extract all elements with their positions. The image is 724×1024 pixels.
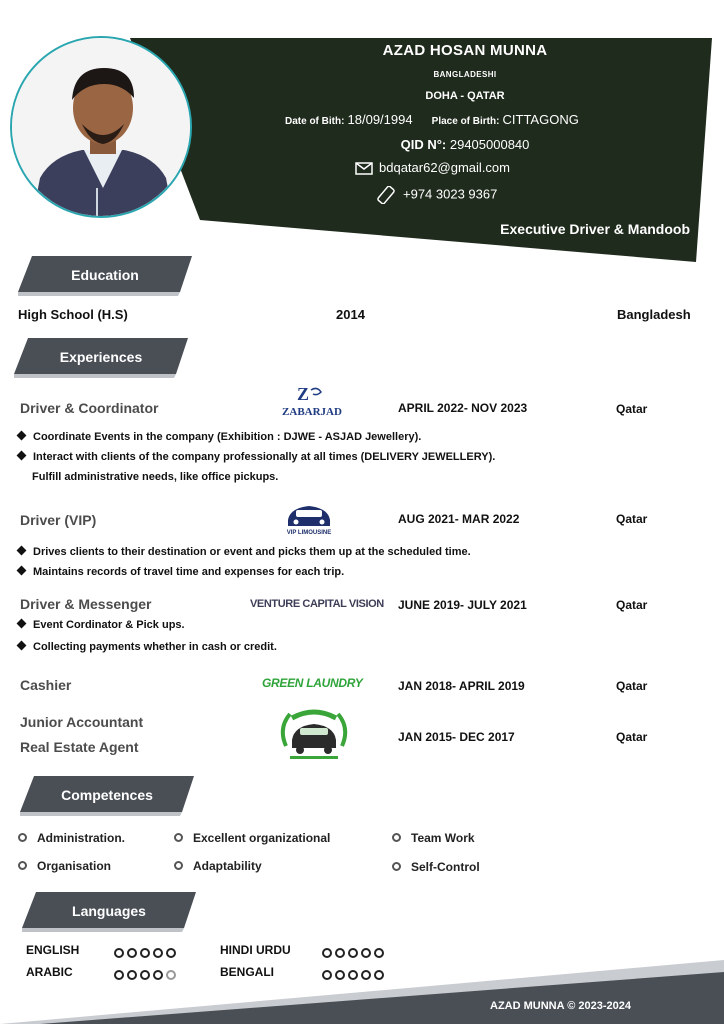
level-dot	[322, 948, 332, 958]
job-country: Qatar	[616, 679, 648, 693]
zabarjad-logo	[275, 384, 349, 420]
education-heading: Education	[71, 267, 139, 283]
job-bullet: Maintains records of travel time and expenses for each trip.	[18, 566, 344, 578]
job-title: Cashier	[20, 677, 72, 693]
level-dot	[140, 948, 150, 958]
level-dot	[127, 948, 137, 958]
level-dot	[335, 948, 345, 958]
email-row	[355, 160, 510, 175]
languages-tab	[22, 892, 196, 932]
dob-label: Date of Bith:	[285, 116, 345, 127]
experiences-tab	[14, 338, 188, 378]
email-link[interactable]: bdqatar62@gmail.com	[379, 160, 510, 175]
zabarjad-logo-text: ZABARJAD	[282, 406, 342, 418]
venture-capital-vision-logo: VENTURE CAPITAL VISION	[250, 598, 384, 610]
level-dot	[374, 948, 384, 958]
svg-text:Z: Z	[297, 384, 310, 404]
job-bullet: Collecting payments whether in cash or credit.	[18, 641, 277, 653]
competences-tab	[20, 776, 194, 816]
job-country: Qatar	[616, 598, 648, 612]
job-bullet: Fulfill administrative needs, like office pickups.	[32, 471, 279, 483]
job-country: Qatar	[616, 402, 648, 416]
phone-icon	[375, 186, 397, 204]
profile-photo	[10, 36, 192, 218]
level-dot	[166, 948, 176, 958]
competence-item: Administration.	[18, 831, 125, 845]
footer-copyright: AZAD MUNNA © 2023-2024	[490, 1000, 631, 1012]
pob-value: CITTAGONG	[502, 112, 579, 127]
language-name: BENGALI	[220, 965, 274, 979]
job-period: JAN 2018- APRIL 2019	[398, 679, 525, 693]
vip-logo-text: VIP LIMOUSINE	[286, 530, 332, 536]
pob-label: Place of Birth:	[431, 116, 500, 127]
education-degree: High School (H.S)	[18, 307, 128, 322]
job-country: Qatar	[616, 730, 648, 744]
education-country: Bangladesh	[617, 307, 691, 322]
competence-item: Team Work	[392, 831, 475, 845]
education-tab	[18, 256, 192, 296]
job-country: Qatar	[616, 512, 648, 526]
phone-row	[375, 186, 497, 204]
languages-heading: Languages	[72, 903, 146, 919]
job-bullet: Event Cordinator & Pick ups.	[18, 619, 185, 631]
job-title-banner: Executive Driver & Mandoob	[500, 221, 690, 237]
candidate-name: AZAD HOSAN MUNNA	[382, 42, 548, 59]
dob-value: 18/09/1994	[347, 112, 413, 127]
job-title: Driver & Messenger	[20, 596, 152, 612]
nationality: BANGLADESHI	[433, 70, 497, 79]
job-period: JUNE 2019- JULY 2021	[398, 598, 527, 612]
birth-info	[285, 112, 595, 127]
competence-item: Organisation	[18, 859, 111, 873]
phone-number[interactable]: +974 3023 9367	[403, 186, 498, 202]
job-period: JAN 2015- DEC 2017	[398, 730, 515, 744]
job-period: AUG 2021- MAR 2022	[398, 512, 520, 526]
language-name: ARABIC	[26, 965, 73, 979]
job-bullet: Interact with clients of the company professionally at all times (DELIVERY JEWELLERY).	[18, 451, 495, 463]
competence-item: Self-Control	[392, 860, 480, 874]
job-bullet: Coordinate Events in the company (Exhibition : DJWE - ASJAD Jewellery).	[18, 431, 421, 443]
level-dot	[153, 948, 163, 958]
education-year: 2014	[336, 307, 365, 322]
level-dot	[114, 948, 124, 958]
language-name: ENGLISH	[26, 943, 80, 957]
job-title-secondary: Real Estate Agent	[20, 739, 139, 755]
job-title: Driver & Coordinator	[20, 400, 159, 416]
language-name: HINDI URDU	[220, 943, 291, 957]
experiences-heading: Experiences	[59, 349, 143, 365]
car-badge-logo	[276, 706, 352, 762]
competences-heading: Competences	[61, 787, 153, 803]
level-dot	[348, 948, 358, 958]
vip-limousine-logo	[282, 500, 336, 536]
level-dot	[361, 948, 371, 958]
competence-item: Adaptability	[174, 859, 262, 873]
location: DOHA - QATAR	[425, 90, 505, 102]
competence-item: Excellent organizational	[174, 831, 330, 845]
job-title: Driver (VIP)	[20, 512, 97, 528]
job-title: Junior Accountant	[20, 714, 144, 730]
footer-band	[0, 958, 724, 1024]
job-period: APRIL 2022- NOV 2023	[398, 401, 528, 415]
qid-value: 29405000840	[449, 137, 530, 152]
job-bullet: Drives clients to their destination or event and picks them up at the scheduled time.	[18, 546, 471, 558]
qid-info	[300, 137, 630, 152]
envelope-icon	[355, 162, 373, 175]
green-laundry-logo: GREEN LAUNDRY	[262, 676, 363, 690]
qid-label: QID N°:	[400, 137, 447, 152]
